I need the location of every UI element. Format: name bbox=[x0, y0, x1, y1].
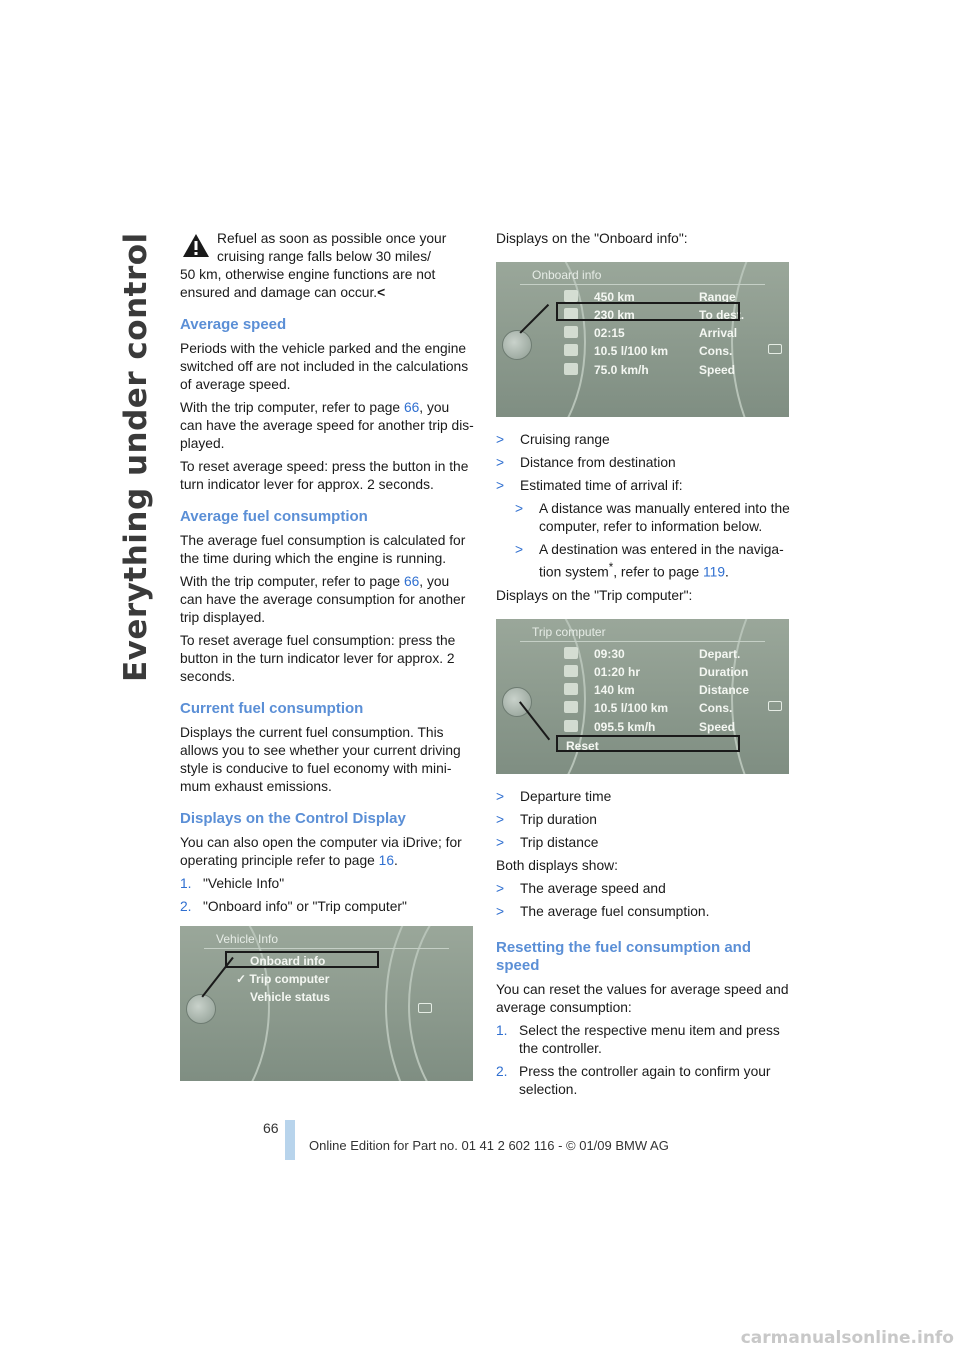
paragraph bbox=[180, 834, 475, 870]
list-item bbox=[496, 788, 791, 806]
screen-header: Trip computer bbox=[532, 624, 606, 639]
paragraph: To reset average fuel consumption: press the button in the turn indicator lever for approx. 2 seconds. bbox=[180, 633, 456, 684]
bullet-mark: > bbox=[496, 432, 505, 447]
list-text: Trip duration bbox=[520, 811, 597, 827]
heading-current-fuel: Current fuel consumption bbox=[180, 700, 364, 717]
end-mark: < bbox=[377, 285, 386, 300]
paragraph: Periods with the vehicle parked and the engine switched off are not included in the calculations of average speed. bbox=[180, 341, 469, 392]
list-text: Trip distance bbox=[520, 834, 599, 850]
row-label: Cons. bbox=[699, 344, 733, 358]
text: , refer to page bbox=[613, 564, 703, 580]
list-text: Estimated time of arrival if: bbox=[520, 478, 683, 493]
paragraph: You can reset the values for average speed and average consumption: bbox=[496, 981, 789, 1015]
page-link[interactable]: 119 bbox=[703, 564, 725, 580]
selection-frame bbox=[556, 735, 740, 752]
bullet-mark: > bbox=[496, 880, 505, 896]
bullet-mark: > bbox=[496, 834, 505, 850]
list-text: Cruising range bbox=[520, 432, 610, 447]
bullet-mark: > bbox=[496, 455, 505, 470]
list-item bbox=[496, 454, 791, 472]
list-text: The average fuel consumption. bbox=[520, 903, 710, 919]
chapter-side-title: Everything under control bbox=[118, 232, 154, 682]
row-label: Speed bbox=[699, 719, 736, 734]
row-value: 450 km bbox=[594, 290, 635, 304]
text: , you can have the average speed for another trip dis-played. bbox=[180, 400, 474, 451]
heading-resetting: Resetting the fuel consumption and speed bbox=[496, 938, 752, 974]
step-number: 1. bbox=[180, 876, 192, 891]
page-link[interactable]: 66 bbox=[403, 574, 420, 589]
list-item bbox=[496, 880, 791, 898]
text: A destination was entered in the naviga-tion system bbox=[539, 542, 784, 580]
row-label: To dest. bbox=[699, 308, 745, 322]
menu-item-vehicle-status: Vehicle status bbox=[250, 990, 331, 1004]
row-label: Cons. bbox=[699, 700, 733, 715]
option-star: * bbox=[608, 562, 614, 574]
trip-intro: Displays on the "Trip computer": bbox=[496, 587, 693, 603]
screen-row bbox=[564, 699, 732, 717]
warning-tail: 50 km, otherwise engine functions are not ensured and damage can occur. bbox=[180, 267, 436, 300]
left-column bbox=[180, 230, 475, 1095]
step-text: Press the controller again to confirm your selection. bbox=[519, 1063, 771, 1097]
screen-header: Vehicle Info bbox=[216, 932, 279, 946]
paragraph bbox=[180, 399, 475, 453]
bullet-mark: > bbox=[496, 811, 505, 827]
list-item bbox=[496, 500, 791, 536]
page-link[interactable]: 66 bbox=[403, 400, 420, 415]
step-item bbox=[496, 1022, 791, 1058]
list-item bbox=[496, 903, 791, 921]
list-item bbox=[496, 811, 791, 829]
row-value: 10.5 l/100 km bbox=[594, 700, 669, 715]
heading-average-speed: Average speed bbox=[180, 316, 287, 333]
row-label: Duration bbox=[699, 664, 749, 679]
page-number: 66 bbox=[263, 1120, 279, 1136]
row-value: 01:20 hr bbox=[594, 664, 641, 679]
row-label: Range bbox=[699, 290, 736, 304]
vehicle-info-screenshot bbox=[180, 926, 473, 1081]
paragraph: To reset average speed: press the button in the turn indicator lever for approx. 2 seconds. bbox=[180, 459, 469, 492]
text: With the trip computer, refer to page bbox=[180, 400, 404, 415]
warning-triangle-icon bbox=[182, 233, 210, 258]
row-value: 02:15 bbox=[594, 326, 625, 340]
screen-row bbox=[564, 324, 737, 342]
bullet-mark: > bbox=[496, 903, 505, 919]
step-number: 2. bbox=[180, 899, 192, 914]
list-text bbox=[539, 541, 791, 582]
list-item bbox=[496, 541, 791, 582]
step-number: 1. bbox=[496, 1022, 508, 1038]
row-label: Speed bbox=[699, 363, 736, 377]
list-text: Departure time bbox=[520, 788, 612, 804]
bullet-mark: > bbox=[515, 501, 524, 516]
page-link[interactable]: 16 bbox=[378, 853, 395, 868]
screen-row bbox=[564, 361, 735, 379]
reset-item: Reset bbox=[566, 738, 599, 753]
watermark: carmanualsonline.info bbox=[740, 1328, 954, 1348]
row-label: Arrival bbox=[699, 326, 738, 340]
text: You can also open the computer via iDrive; for operating principle refer to page bbox=[180, 835, 462, 868]
step-item bbox=[180, 875, 475, 893]
screen-row bbox=[564, 342, 732, 360]
screen-row bbox=[564, 718, 735, 736]
row-value: 095.5 km/h bbox=[594, 719, 656, 734]
step-item bbox=[180, 898, 475, 916]
list-text: The average speed and bbox=[520, 880, 666, 896]
screen-header: Onboard info bbox=[532, 268, 602, 282]
list-item bbox=[496, 431, 791, 449]
right-column bbox=[496, 230, 791, 1104]
list-item bbox=[496, 834, 791, 852]
row-label: Distance bbox=[699, 682, 750, 697]
text: With the trip computer, refer to page bbox=[180, 574, 404, 589]
bullet-mark: > bbox=[496, 478, 505, 493]
bullet-mark: > bbox=[496, 788, 505, 804]
selection-frame bbox=[225, 951, 379, 968]
list-item bbox=[496, 477, 791, 495]
screen-row bbox=[564, 663, 748, 681]
warning-lead: Refuel as soon as possible once your cruising range falls below 30 miles/ bbox=[217, 231, 447, 264]
row-value: 10.5 l/100 km bbox=[594, 344, 669, 358]
row-label: Depart. bbox=[699, 646, 741, 661]
heading-average-fuel: Average fuel consumption bbox=[180, 508, 368, 525]
selection-frame bbox=[556, 302, 740, 321]
footer-accent-bar bbox=[285, 1120, 295, 1160]
controller-knob bbox=[186, 994, 216, 1024]
screen-row bbox=[564, 681, 749, 699]
trip-computer-screenshot bbox=[496, 619, 789, 774]
step-item bbox=[496, 1063, 791, 1099]
menu-item-trip: ✓ Trip computer bbox=[236, 972, 330, 986]
step-text: "Onboard info" or "Trip computer" bbox=[203, 899, 407, 914]
paragraph: The average fuel consumption is calculated for the time during which the engine is running. bbox=[180, 533, 466, 566]
list-text: A distance was manually entered into the computer, refer to information below. bbox=[539, 501, 790, 534]
step-number: 2. bbox=[496, 1063, 508, 1079]
list-text: Distance from destination bbox=[520, 455, 676, 470]
text: . bbox=[725, 564, 729, 580]
text: , you can have the average consumption for another trip displayed. bbox=[180, 574, 466, 625]
step-text: Select the respective menu item and press the controller. bbox=[519, 1022, 780, 1056]
text: . bbox=[394, 853, 398, 868]
screen-row bbox=[564, 645, 740, 663]
row-value: 230 km bbox=[594, 308, 635, 322]
paragraph bbox=[180, 573, 475, 627]
controller-knob bbox=[502, 330, 532, 360]
heading-control-display: Displays on the Control Display bbox=[180, 810, 406, 827]
step-text: "Vehicle Info" bbox=[203, 876, 285, 891]
row-value: 140 km bbox=[594, 682, 635, 697]
row-value: 75.0 km/h bbox=[594, 363, 649, 377]
onboard-intro: Displays on the "Onboard info": bbox=[496, 231, 688, 246]
paragraph: Displays the current fuel consumption. This allows you to see whether your current driving style is conducive to fuel economy with mini-mum exhaust emissions. bbox=[180, 725, 461, 794]
onboard-info-screenshot bbox=[496, 262, 789, 417]
menu-item-onboard: Onboard info bbox=[250, 954, 326, 968]
warning-block bbox=[180, 230, 475, 302]
footer-edition: Online Edition for Part no. 01 41 2 602 116 - © 01/09 BMW AG bbox=[309, 1138, 669, 1153]
both-displays-text: Both displays show: bbox=[496, 857, 618, 873]
row-value: 09:30 bbox=[594, 646, 625, 661]
bullet-mark: > bbox=[515, 542, 524, 557]
